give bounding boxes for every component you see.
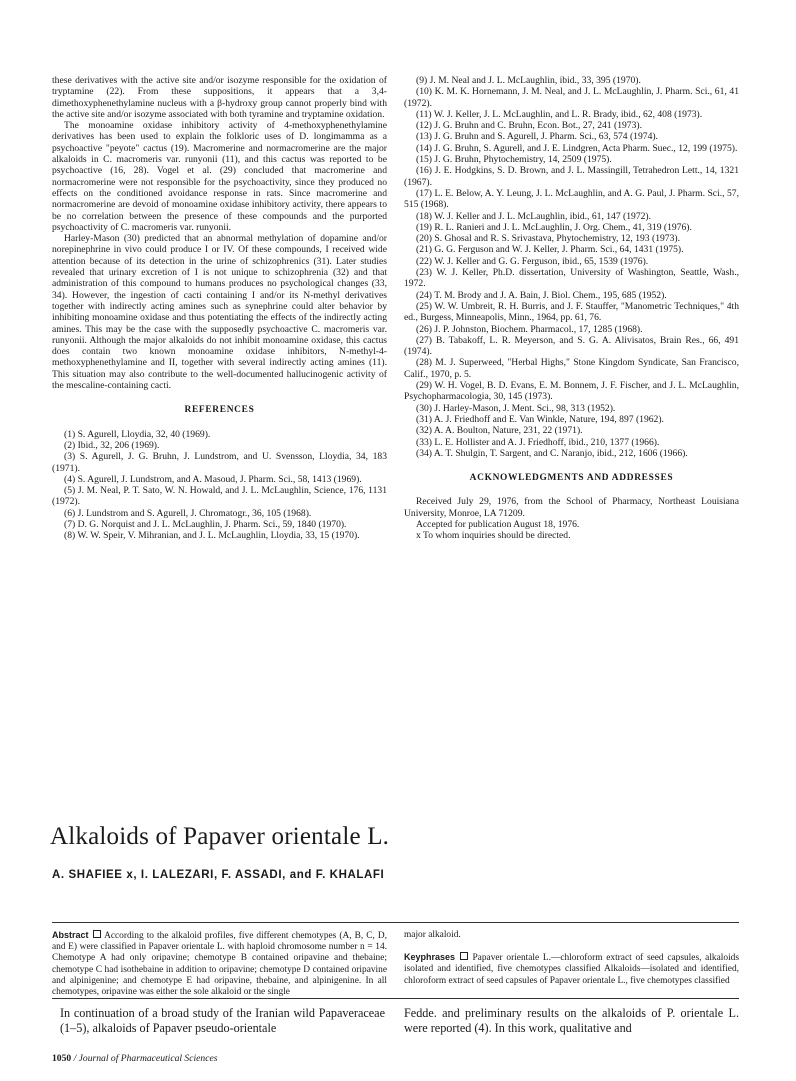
reference-item: (21) G. G. Ferguson and W. J. Keller, J. Pharm. Sci., 64, 1431 (1975). — [416, 244, 684, 256]
reference-item: (9) J. M. Neal and J. L. McLaughlin, ibid., 33, 395 (1970). — [416, 75, 641, 86]
acknowledgments-heading: ACKNOWLEDGMENTS AND ADDRESSES — [469, 473, 674, 484]
reference-item: (27) B. Tabakoff, L. R. Meyerson, and S. G. A. Alivisatos, Brain Res., 66, 491 (1974). — [404, 334, 739, 358]
abstract-continuation-block — [404, 930, 739, 987]
page-footer — [52, 1053, 217, 1064]
reference-item: (26) J. P. Johnston, Biochem. Pharmacol., 17, 1285 (1968). — [416, 323, 643, 335]
body-paragraph: Harley-Mason (30) predicted that an abnormal methylation of dopamine and/or norepinephrine in vivo could produce I or IV. Of these compounds, I received wide attention because of its detection in the urine of schizophrenics (31). Later studies revealed that urinary excretion of I is not unique to schizophrenia (32) and that administration of this compound to humans produces no psychological changes (33, 34). However, the ingestion of cacti containing I and/or its N-methyl derivatives together with indirectly acting amines such as synephrine could alter behavior by inhibiting monoamine oxidase and thus potentiating the effects of the indirectly acting amines. This may be the case with the supposedly psychoactive C. macromeris var. runyonii. Although the major alkaloids do not inhibit monoamine oxidase, this cactus does contain two known monoamine oxidase inhibitors, N-methyl-4-methoxyphenethylamine and II, together with several indirectly acting amines (11). This situation may also contribute to the well-documented hallucinogenic activity of the mescaline-containing cacti. — [52, 233, 387, 392]
reference-item: (25) W. W. Umbreit, R. H. Burris, and J. F. Stauffer, "Manometric Techniques," 4th ed., Burgess, Minneapolis, Minn., 1964, pp. 61, 76. — [404, 300, 739, 324]
intro-paragraph-continuation: Fedde. and preliminary results on the alkaloids of P. orientale L. were reported (4). In this work, qualitative and — [404, 1006, 739, 1035]
reference-item: (7) D. G. Norquist and J. L. McLaughlin, J. Pharm. Sci., 59, 1840 (1970). — [64, 518, 347, 530]
reference-item: (20) S. Ghosal and R. S. Srivastava, Phytochemistry, 12, 193 (1973). — [416, 233, 680, 245]
reference-item: (19) R. L. Ranieri and J. L. McLaughlin, J. Org. Chem., 41, 319 (1976). — [416, 221, 692, 233]
ack-paragraph: x To whom inquiries should be directed. — [416, 530, 571, 542]
reference-item: (22) W. J. Keller and G. G. Ferguson, ibid., 65, 1539 (1976). — [416, 255, 649, 267]
reference-item: (1) S. Agurell, Lloydia, 32, 40 (1969). — [64, 428, 211, 440]
reference-item: (17) L. E. Below, A. Y. Leung, J. L. McLaughlin, and A. G. Paul, J. Pharm. Sci., 57, 515 (1968). — [404, 187, 739, 211]
reference-item: (15) J. G. Bruhn, Phytochemistry, 14, 2509 (1975). — [416, 154, 612, 166]
abstract-block — [52, 930, 387, 998]
abstract-text: According to the alkaloid profiles, five different chemotypes (A, B, C, D, and E) were classified in Papaver orientale L. with haploid chromosome number n = 14. Chemotype A had only oripavine; chemotype B contained oripavine and thebaine; chemotype C had isothebaine in addition to oripavine; chemotype D contained oripavine and alpinigenine; and chemotype E had oripavine, thebaine, and alpinigenine. In all chemotypes, oripavine was either the sole alkaloid or the single — [52, 931, 388, 998]
reference-item: (14) J. G. Bruhn, S. Agurell, and J. E. Lindgren, Acta Pharm. Suec., 12, 199 (1975). — [416, 142, 738, 154]
reference-item: (16) J. E. Hodgkins, S. D. Brown, and J. L. Massingill, Tetrahedron Lett., 14, 1321 (1967). — [404, 165, 739, 188]
reference-item: (5) J. M. Neal, P. T. Sato, W. N. Howald, and J. L. McLaughlin, Science, 176, 1131 (1972). — [52, 485, 387, 508]
body-paragraph: these derivatives with the active site and/or isozyme responsible for the oxidation of tryptamine (22). From these suppositions, it appears that a 3,4-dimethoxyphenethylamine nucleus with a β-hydroxy group cannot properly bind with the active site and/or isozyme associated with both tyramine and tryptamine oxidation. — [52, 75, 387, 120]
reference-item: (24) T. M. Brody and J. A. Bain, J. Biol. Chem., 195, 685 (1952). — [416, 289, 667, 301]
square-bullet-icon — [460, 952, 468, 960]
ack-paragraph: Received July 29, 1976, from the School of Pharmacy, Northeast Louisiana University, Monroe, LA 71209. — [404, 496, 739, 519]
reference-item: (4) S. Agurell, J. Lundstrom, and A. Masoud, J. Pharm. Sci., 58, 1413 (1969). — [64, 473, 362, 485]
reference-item: (12) J. G. Bruhn and C. Bruhn, Econ. Bot., 27, 241 (1973). — [416, 120, 642, 132]
square-bullet-icon — [93, 930, 101, 938]
abstract-continuation: major alkaloid. — [404, 930, 461, 940]
ack-paragraph: Accepted for publication August 18, 1976. — [416, 518, 580, 530]
keyphrases-label: Keyphrases — [404, 952, 456, 963]
abstract-top-rule — [52, 922, 739, 923]
abstract-label: Abstract — [52, 930, 89, 940]
reference-item: (10) K. M. K. Hornemann, J. M. Neal, and J. L. McLaughlin, J. Pharm. Sci., 61, 41 (1972). — [404, 86, 739, 109]
article-title: Alkaloids of Papaver orientale L. — [50, 823, 390, 850]
reference-item: (31) A. J. Friedhoff and E. Van Winkle, Nature, 194, 897 (1962). — [416, 413, 664, 425]
right-column — [404, 75, 739, 542]
keyphrases-text: Papaver orientale L.—chloroform extract of seed capsules, alkaloids isolated and identified, five chemotypes classified Alkaloids—isolated and identified, chloroform extract of seed capsules of Papaver orientale L., five chemotypes classified — [404, 953, 740, 986]
reference-item: (28) M. J. Superweed, "Herbal Highs," Stone Kingdom Syndicate, San Francisco, Calif., 1970, p. 5. — [404, 357, 739, 380]
left-column — [52, 75, 387, 542]
intro-paragraph-start: In continuation of a broad study of the Iranian wild Papaveraceae (1–5), alkaloids of Papaver pseudo-orientale — [60, 1006, 385, 1035]
author-list: A. SHAFIEE x, I. LALEZARI, F. ASSADI, and F. KHALAFI — [52, 869, 385, 881]
reference-item: (13) J. G. Bruhn and S. Agurell, J. Pharm. Sci., 63, 574 (1974). — [416, 131, 658, 143]
reference-item: (23) W. J. Keller, Ph.D. dissertation, University of Washington, Seattle, Wash., 1972. — [404, 267, 739, 290]
reference-item: (8) W. W. Speir, V. Mihranian, and J. L. McLaughlin, Lloydia, 33, 15 (1970). — [64, 530, 360, 542]
body-paragraph: The monoamine oxidase inhibitory activity of 4-methoxyphenethylamine derivatives has been used to explain the folkloric uses of D. longimamma as a psychoactive "peyote" cactus (19). Macromerine and normacromerine are the major alkaloids in C. macromeris var. runyonii (11), and this cactus was reported to be psychoactive (16, 28). Vogel et al. (29) concluded that macromerine and normacromerine were not responsible for the psychoactivity, since they produced no effects on the conditioned avoidance response in rats. Since macromerine and normacromerine are devoid of monoamine oxidase inhibitory activity, there appears to be no correlation between the presence of these compounds and the purported psychoactivity of C. macromeris var. runyonii. — [52, 120, 387, 233]
reference-item: (6) J. Lundstrom and S. Agurell, J. Chromatogr., 36, 105 (1968). — [64, 507, 312, 519]
reference-item: (32) A. A. Boulton, Nature, 231, 22 (1971). — [416, 425, 583, 437]
journal-name: / Journal of Pharmaceutical Sciences — [73, 1053, 218, 1064]
reference-item: (3) S. Agurell, J. G. Bruhn, J. Lundstrom, and U. Svensson, Lloydia, 34, 183 (1971). — [52, 451, 387, 474]
abstract-bottom-rule — [52, 998, 739, 999]
reference-item: (34) A. T. Shulgin, T. Sargent, and C. Naranjo, ibid., 212, 1606 (1966). — [416, 447, 688, 459]
reference-item: (2) Ibid., 32, 206 (1969). — [64, 439, 160, 451]
reference-item: (18) W. J. Keller and J. L. McLaughlin, ibid., 61, 147 (1972). — [416, 210, 652, 222]
page-number: 1050 — [52, 1053, 72, 1064]
reference-item: (30) J. Harley-Mason, J. Ment. Sci., 98, 313 (1952). — [416, 402, 616, 414]
reference-item: (33) L. E. Hollister and A. J. Friedhoff, ibid., 210, 1377 (1966). — [416, 436, 660, 448]
reference-item: (29) W. H. Vogel, B. D. Evans, E. M. Bonnem, J. F. Fischer, and J. L. McLaughlin, Psychopharmacologia, 30, 145 (1973). — [404, 380, 739, 403]
references-heading: REFERENCES — [184, 405, 255, 416]
reference-item: (11) W. J. Keller, J. L. McLaughlin, and L. R. Brady, ibid., 62, 408 (1973). — [416, 108, 703, 120]
